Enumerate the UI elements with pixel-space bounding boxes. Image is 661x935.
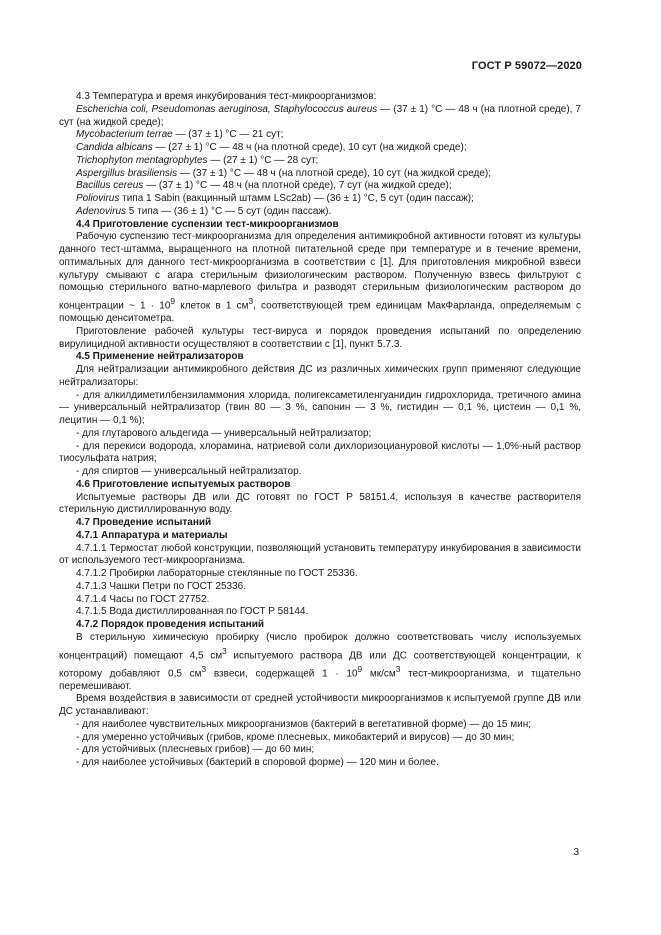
subsection-4-7-1-heading: 4.7.1 Аппаратура и материалы [76,529,228,541]
incubation-item: Adenovirus 5 типа — (36 ± 1) °С — 5 сут (один пассаж). [76,205,332,217]
exposure-time-paragraph: Время воздействия в зависимости от средней устойчивости микроорганизмов к испытуемой группе ДВ или ДС устанавливают: [59,693,581,718]
equipment-item: 4.7.1.1 Термостат любой конструкции, позволяющий установить температуру инкубирования в зависимости от используемого тест-микроорганизма. [59,542,581,567]
test-solutions-paragraph: Испытуемые растворы ДВ или ДС готовят по ГОСТ Р 58151.4, используя в качестве растворителя стерильную дистиллированную воду. [59,491,581,516]
section-4-6-heading: 4.6 Приготовление испытуемых растворов [76,478,291,490]
exposure-item: - для умеренно устойчивых (грибов, кроме плесневых, микобактерий и вирусов) — до 30 мин; [76,731,515,743]
incubation-item: Aspergillus brasiliensis — (37 ± 1) °С — 48 ч (на плотной среде), 10 сут (на жидкой среде); [76,167,492,179]
incubation-list [59,104,581,219]
equipment-item: 4.7.1.2 Пробирки лабораторные стеклянные по ГОСТ 25336. [76,568,358,580]
suspension-paragraph: Рабочую суспензию тест-микроорганизма для определения антимикробной активности готовят из культуры данного тест-штамма, выращенного на плотной питательной среде при температуре и в течение времени, оптимальных для данного тест-микроорганизма в соответствии с [1]. Для приготовления микробной взвеси культуру смывают с агара стерильным физиологическим раствором. Полученную взвесь фильтруют с помощью стерильного ватно-марлевого фильтра и разводят стерильным физиологическим раствором до концентрации ~ $1 \cdot 10^9$ клеток в 1 $см^3$, соответствующей трем единицам МакФарланда, определяемым с помощью денситометра. [59,231,581,325]
procedure-paragraph: В стерильную химическую пробирку (число пробирок должно соответствовать числу используемых концентраций) помещают 4,5 $см^3$ испытуемого раствора ДВ или ДС соответствующей концентрации, к которому добавляют 0,5 $см^3$ взвеси, содержащей $1 \cdot 10^9$ $мк/см^3$ тест-микроорганизма, и тщательно перемешивают. [59,631,581,692]
subsection-4-7-2-heading: 4.7.2 Порядок проведения испытаний [76,619,264,631]
equipment-item: 4.7.1.3 Чашки Петри по ГОСТ 25336. [76,580,247,592]
organism-name: Bacillus cereus [76,180,144,192]
organism-name: Adenovirus [76,205,127,217]
section-4-3-heading: 4.3 Температура и время инкубирования тест-микроорганизмов: [76,91,377,102]
section-4-4-heading: 4.4 Приготовление суспензии тест-микроорганизмов [76,218,339,230]
organism-name: Trichophyton mentagrophytes [76,154,208,166]
section-4-5-heading: 4.5 Применение нейтрализаторов [76,351,244,363]
incubation-item: Candida albicans — (27 ± 1) °С — 48 ч (на плотной среде), 10 сут (на жидкой среде); [76,142,467,153]
exposure-item: - для устойчивых (плесневых грибов) — до 60 мин; [76,744,315,756]
page-number: 3 [573,847,579,858]
neutralizer-item: - для алкилдиметилбензиламмония хлорида, полигексаметиленгуанидин гидрохлорида, третичного амина — универсальный нейтрализатор (твин 80 — 3 %, сапонин — 3 %, гистидин — 0,1 %, цистеин — 0,1 %, лецитин — 0,1 %); [59,389,581,427]
virus-paragraph: Приготовление рабочей культуры тест-вируса и порядок проведения испытаний по определению вирулицидной активности осуществляют в соответствии с [1], пункт 5.7.3. [59,325,581,350]
incubation-item: Escherichia coli, Pseudomonas aeruginosa, Staphylococcus aureus — (37 ± 1) °С — 48 ч (на плотной среде), 7 сут (на жидкой среде); [59,103,581,128]
neutralizer-item: - для спиртов — универсальный нейтрализатор. [76,466,302,478]
neutralizer-item: - для глутарового альдегида — универсальный нейтрализатор; [76,427,372,439]
exposure-item: - для наиболее устойчивых (бактерий в споровой форме) — 120 мин и более. [76,757,439,769]
organism-name: Mycobacterium terrae [76,129,173,141]
page-content [59,91,581,770]
organism-name: Escherichia coli, Pseudomonas aeruginosa, Staphylococcus aureus [76,103,378,115]
incubation-item: Trichophyton mentagrophytes — (27 ± 1) °С — 28 сут; [76,154,319,166]
incubation-item: Mycobacterium terrae — (37 ± 1) °С — 21 сут; [76,129,284,141]
equipment-item: 4.7.1.5 Вода дистиллированная по ГОСТ Р 58144. [76,606,309,618]
section-4-7-heading: 4.7 Проведение испытаний [76,517,212,529]
equipment-item: 4.7.1.4 Часы по ГОСТ 27752. [76,593,210,605]
incubation-item: Poliovirus типа 1 Sabin (вакцинный штамм LSc2ab) — (36 ± 1) °С, 5 сут (один пассаж); [76,193,474,204]
neutralizer-intro: Для нейтрализации антимикробного действия ДС из различных химических групп применяют следующие нейтрализаторы: [59,364,581,388]
exposure-item: - для наиболее чувствительных микроорганизмов (бактерий в вегетативной форме) — до 15 мин; [76,718,532,730]
organism-name: Poliovirus [76,193,120,204]
neutralizer-item: - для перекиси водорода, хлорамина, натриевой соли дихлоризоциануровой кислоты — 1,0%-ный раствор тиосульфата натрия; [59,440,581,465]
organism-name: Candida albicans [76,142,153,153]
organism-name: Aspergillus brasiliensis [76,167,178,179]
standard-header: ГОСТ Р 59072—2020 [471,60,582,72]
incubation-item: Bacillus cereus — (37 ± 1) °С — 48 ч (на плотной среде), 7 сут (на жидкой среде); [76,180,452,192]
